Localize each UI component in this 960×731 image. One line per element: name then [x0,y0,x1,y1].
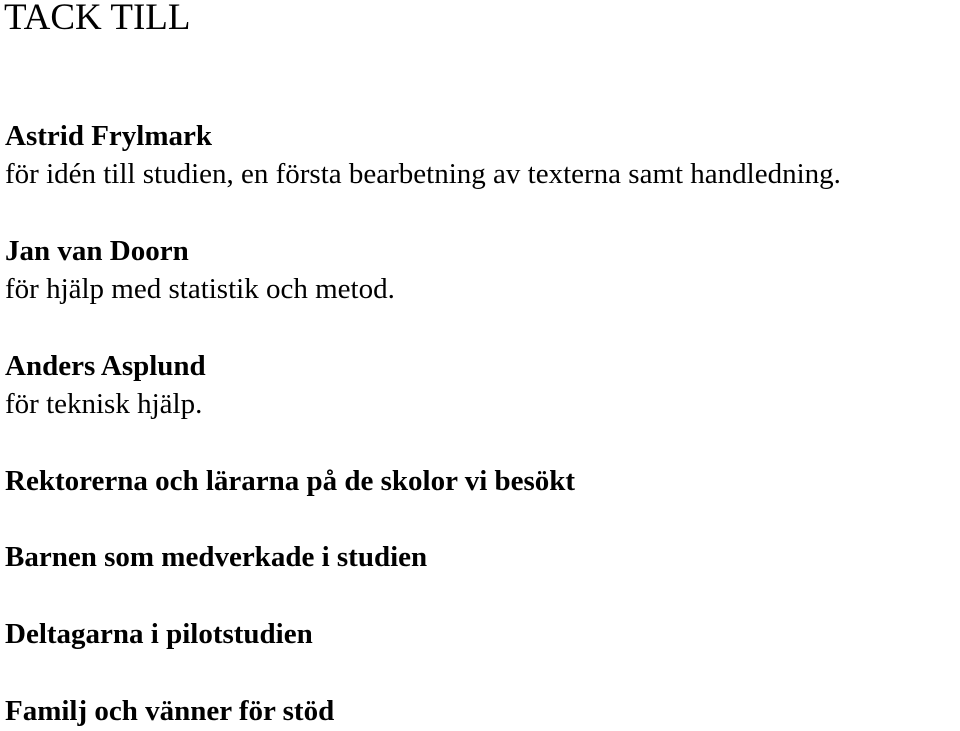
acknowledged-person-name: Jan van Doorn [5,235,189,267]
acknowledged-person-name: Astrid Frylmark [5,120,212,152]
acknowledgement-entry [5,347,206,423]
acknowledged-person-name: Anders Asplund [5,350,206,382]
acknowledgement-description: för teknisk hjälp. [5,388,203,420]
acknowledgement-description: för hjälp med statistik och metod. [5,273,395,305]
acknowledgement-description: för idén till studien, en första bearbetning av texterna samt handledning. [5,158,841,190]
acknowledgement-entry [5,232,395,308]
thanks-line: Familj och vänner för stöd [5,695,335,727]
thanks-line: Rektorerna och lärarna på de skolor vi besökt [5,465,576,497]
thanks-line: Deltagarna i pilotstudien [5,618,313,650]
thanks-line: Barnen som medverkade i studien [5,541,428,573]
page-title: TACK TILL [4,0,191,38]
acknowledgement-entry [5,117,841,193]
